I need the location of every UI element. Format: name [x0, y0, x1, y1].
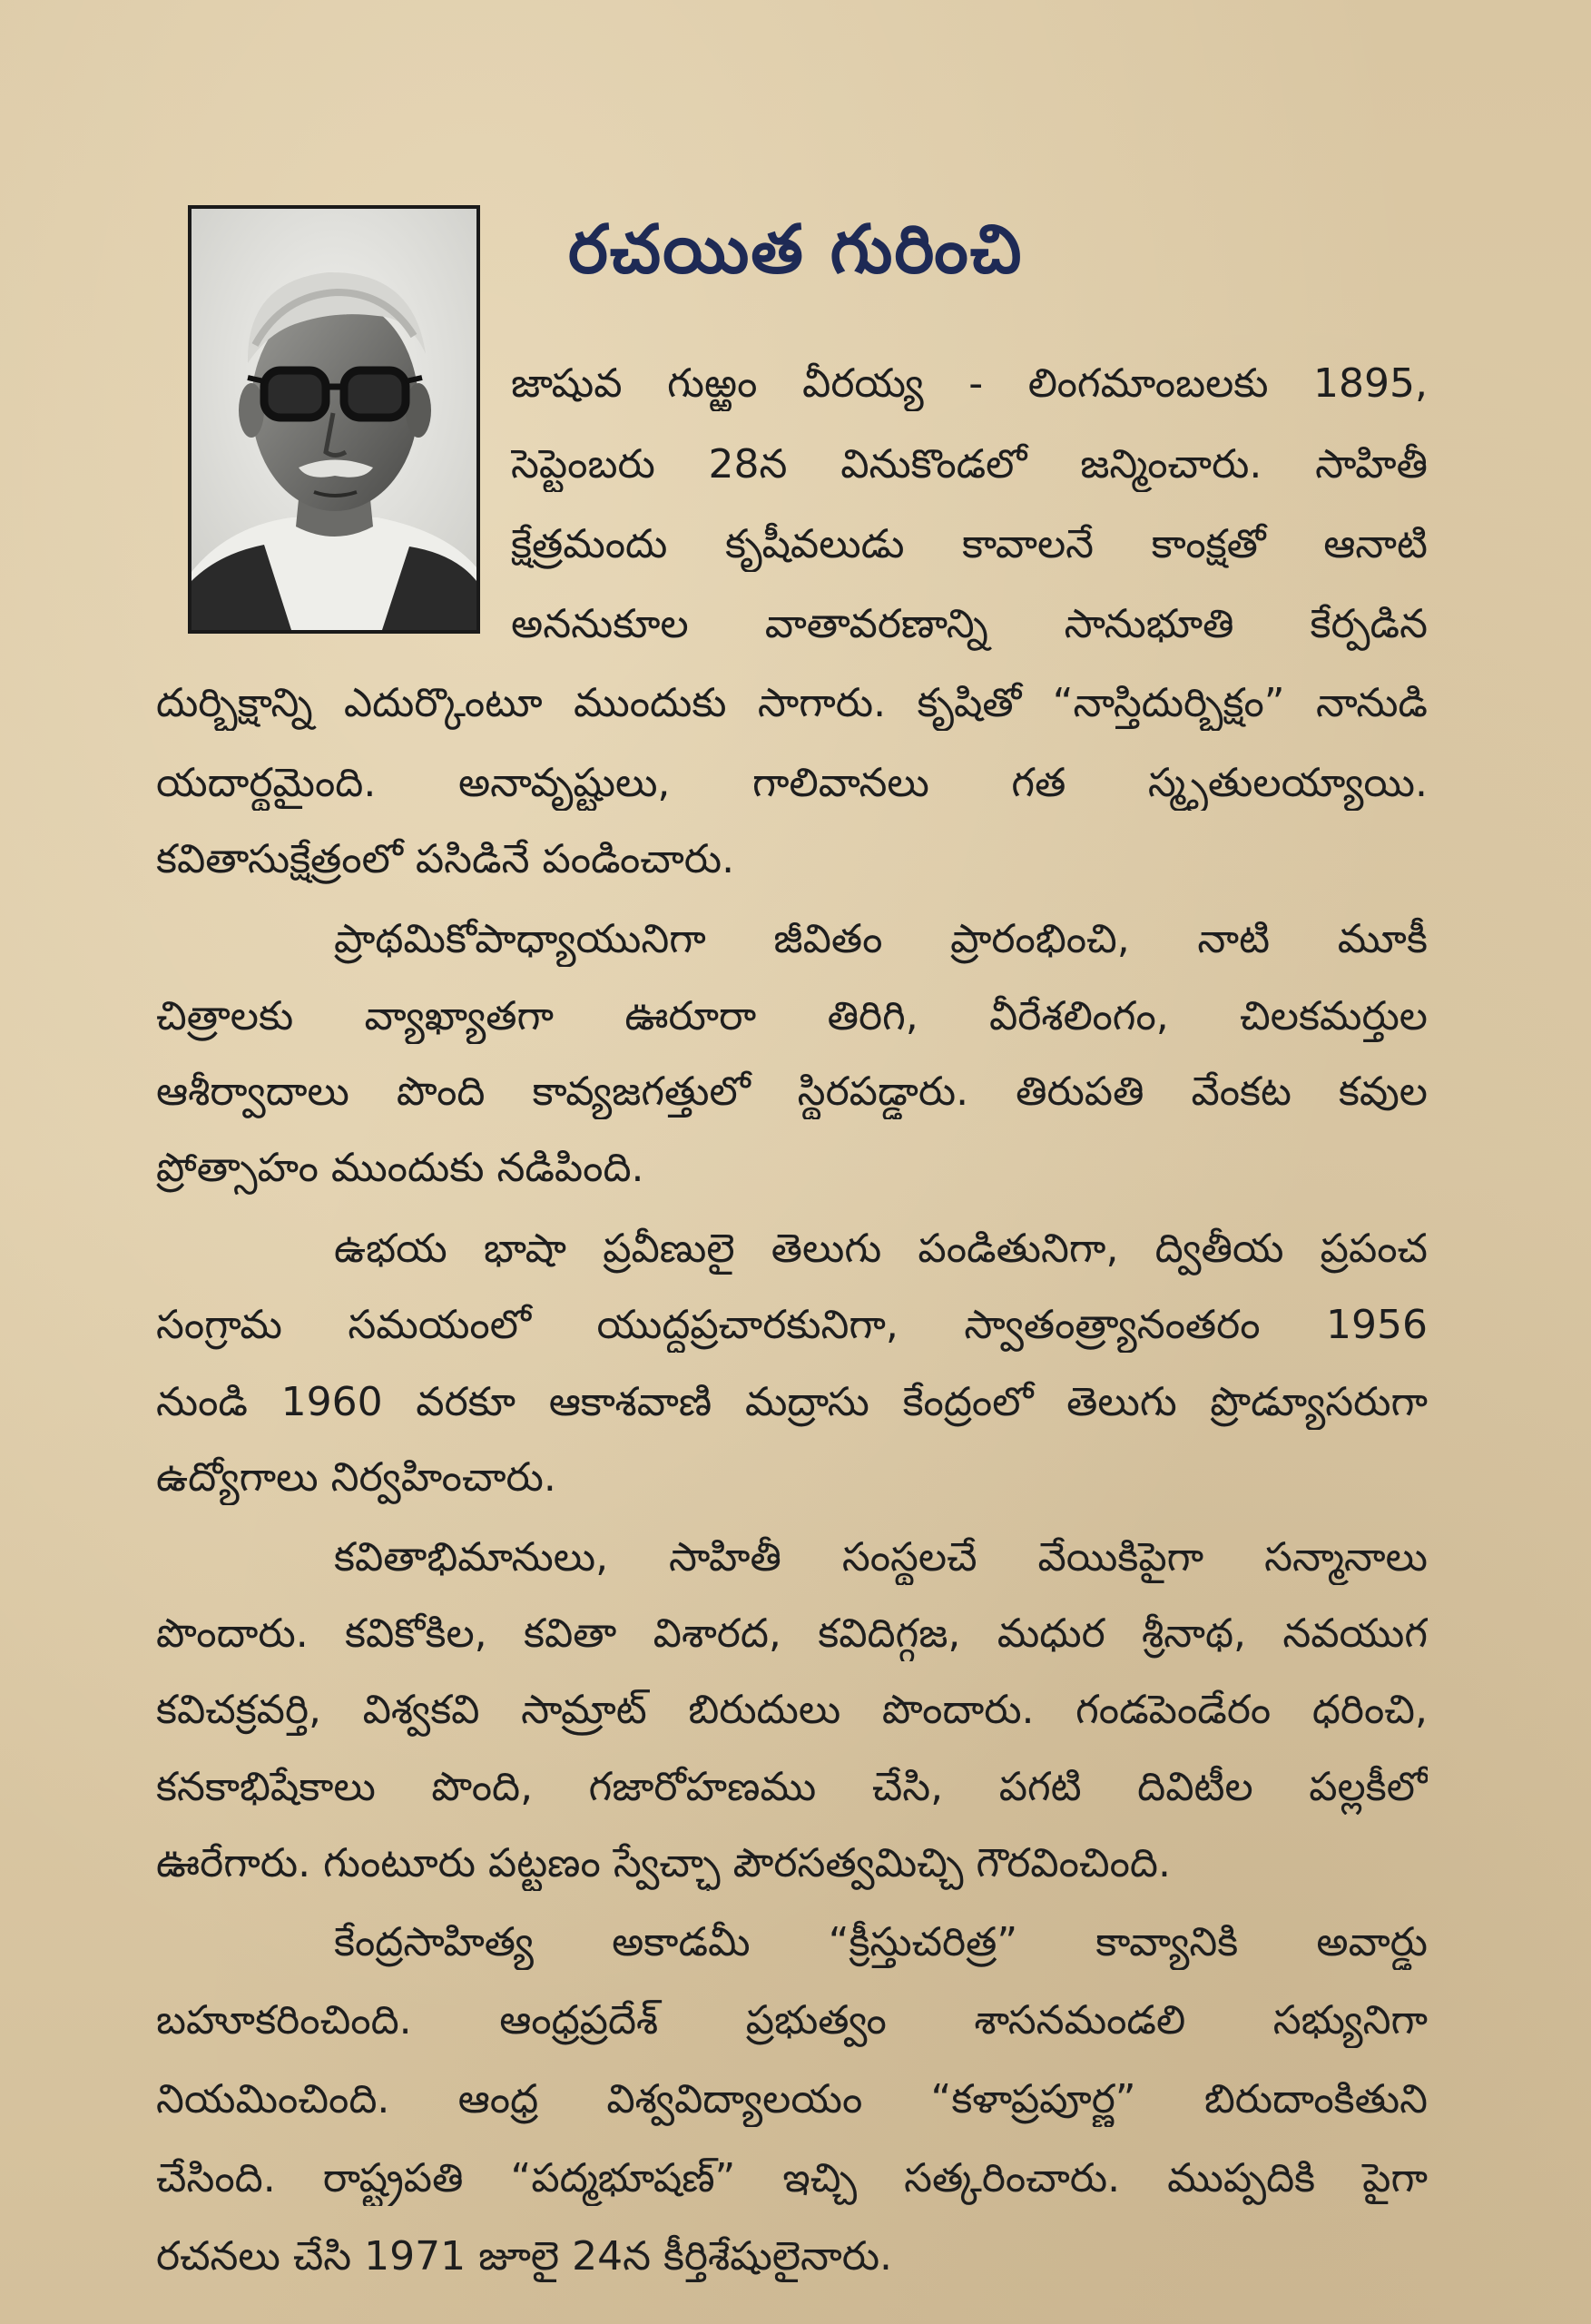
text-line: ప్రోత్సాహం ముందుకు నడిపింది. — [156, 1145, 644, 1191]
text-line: నియమించింది. ఆంధ్ర విశ్వవిద్యాలయం “కళాప్రపూర్ణ” బిరుదాంకితుని — [156, 2076, 1428, 2122]
page-title: రచయిత గురించి — [568, 211, 1024, 289]
author-portrait — [188, 205, 480, 634]
text-line: ఆశీర్వాదాలు పొంది కావ్యజగత్తులో స్థిరపడ్డారు. తిరుపతి వేంకట కవుల — [156, 1068, 1428, 1115]
text-line: జాషువ గుఱ్ఱం వీరయ్య - లింగమాంబలకు 1895, — [511, 360, 1428, 407]
text-line: దుర్భిక్షాన్ని ఎదుర్కొంటూ ముందుకు సాగారు. కృషితో “నాస్తిదుర్భిక్షం” నానుడి — [156, 680, 1428, 726]
text-line: రచనలు చేసి 1971 జూలై 24న కీర్తిశేషులైనారు. — [156, 2233, 893, 2280]
text-line: నుండి 1960 వరకూ ఆకాశవాణి మద్రాసు కేంద్రంలో తెలుగు ప్రొడ్యూసరుగా — [156, 1379, 1428, 1425]
author-portrait-image — [192, 209, 476, 630]
text-line: సంగ్రామ సమయంలో యుద్ధప్రచారకునిగా, స్వాతంత్ర్యానంతరం 1956 — [156, 1302, 1428, 1348]
text-line: పొందారు. కవికోకిల, కవితా విశారద, కవిదిగ్గజ, మధుర శ్రీనాథ, నవయుగ — [156, 1610, 1428, 1657]
text-line: చేసింది. రాష్ట్రపతి “పద్మభూషణ్” ఇచ్చి సత్కరించారు. ముప్పదికి పైగా — [156, 2155, 1428, 2201]
text-line: కవితాభిమానులు, సాహితీ సంస్థలచే వేయికిపైగా సన్మానాలు — [334, 1534, 1428, 1581]
text-line: క్షేత్రమందు కృషీవలుడు కావాలనే కాంక్షతో ఆనాటి — [511, 521, 1428, 567]
text-line: ప్రాథమికోపాధ్యాయునిగా జీవితం ప్రారంభించి, నాటి మూకీ — [334, 916, 1428, 962]
text-line: అననుకూల వాతావరణాన్ని సానుభూతి కేర్పడిన — [511, 601, 1428, 647]
text-line: కనకాభిషేకాలు పొంది, గజారోహణము చేసి, పగటి దివిటీల పల్లకీలో — [156, 1764, 1428, 1810]
text-line: ఉద్యోగాలు నిర్వహించారు. — [156, 1454, 556, 1501]
text-line: సెప్టెంబరు 28న వినుకొండలో జన్మించారు. సాహితీ — [511, 441, 1428, 487]
text-line: బహూకరించింది. ఆంధ్రప్రదేశ్ ప్రభుత్వం శాసనమండలి సభ్యునిగా — [156, 1997, 1428, 2043]
text-line: కవితాసుక్షేత్రంలో పసిడినే పండించారు. — [156, 836, 735, 882]
text-line: ఊరేగారు. గుంటూరు పట్టణం స్వేచ్ఛా పౌరసత్వమిచ్చి గౌరవించింది. — [156, 1840, 1171, 1886]
text-line: ఉభయ భాషా ప్రవీణులై తెలుగు పండితునిగా, ద్వితీయ ప్రపంచ — [334, 1226, 1428, 1272]
text-line: చిత్రాలకు వ్యాఖ్యాతగా ఊరూరా తిరిగి, వీరేశలింగం, చిలకమర్తుల — [156, 993, 1428, 1039]
text-line: కేంద్రసాహిత్య అకాడమీ “క్రీస్తుచరిత్ర” కావ్యానికి అవార్డు — [334, 1919, 1428, 1965]
text-line: యదార్థమైంది. అనావృష్టులు, గాలివానలు గత స్మృతులయ్యాయి. — [156, 760, 1428, 806]
text-line: కవిచక్రవర్తి, విశ్వకవి సామ్రాట్ బిరుదులు పొందారు. గండపెండేరం ధరించి, — [156, 1687, 1428, 1733]
